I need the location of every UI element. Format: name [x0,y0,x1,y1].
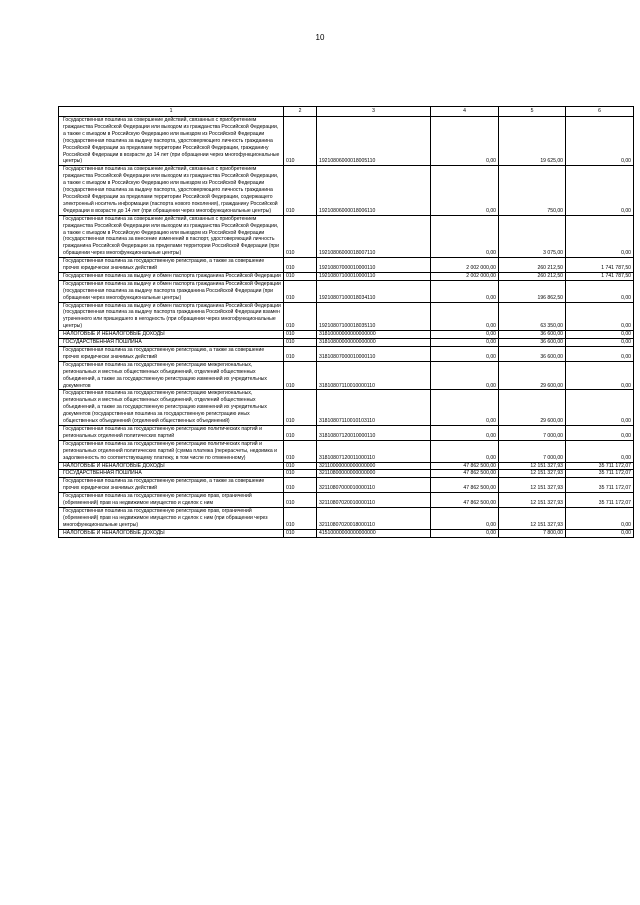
column-header: 2 [284,107,317,117]
row-approved-amount: 0,00 [431,331,499,339]
row-income-code: 32110807020010000110 [317,493,431,508]
table-row [59,390,634,426]
row-line-code: 010 [284,339,317,347]
row-line-code: 010 [284,347,317,362]
row-income-code: 19210806000018007110 [317,215,431,257]
row-unexecuted-amount: 0,00 [566,507,634,529]
row-name: Государственная пошлина за государственную регистрацию межрегиональных, региональных и местных общественных объединений, отделений общественных объединений, а также за государственную регистрацию изменений их учредительных документов (государственная пошлина за государственную регистрацию иных общественных объединений (отделений общественных объединений) [59,390,284,426]
row-executed-amount: 7 800,00 [499,529,566,537]
row-executed-amount: 36 600,00 [499,347,566,362]
row-approved-amount: 47 862 500,00 [431,493,499,508]
table-row [59,166,634,215]
row-approved-amount: 0,00 [431,347,499,362]
row-income-code: 31810000000000000000 [317,331,431,339]
row-line-code: 010 [284,272,317,280]
row-approved-amount: 0,00 [431,280,499,302]
row-name: НАЛОГОВЫЕ И НЕНАЛОГОВЫЕ ДОХОДЫ [59,529,284,537]
row-executed-amount: 260 212,50 [499,258,566,273]
row-unexecuted-amount: 0,00 [566,440,634,462]
row-name: Государственная пошлина за государственную регистрацию прав, ограничений (обременений) прав на недвижимое имущество и сделок с ним [59,493,284,508]
row-executed-amount: 29 600,00 [499,361,566,390]
row-income-code: 31810800000000000000 [317,339,431,347]
row-income-code: 31810807110010103110 [317,390,431,426]
row-line-code: 010 [284,302,317,331]
row-approved-amount: 47 862 500,00 [431,470,499,478]
row-executed-amount: 29 600,00 [499,390,566,426]
row-line-code: 010 [284,470,317,478]
row-income-code: 19210807000010000110 [317,258,431,273]
table-header-row [59,107,634,117]
row-approved-amount: 0,00 [431,507,499,529]
table-row [59,272,634,280]
row-unexecuted-amount: 35 711 172,07 [566,462,634,470]
table-row [59,493,634,508]
row-line-code: 010 [284,361,317,390]
row-name: Государственная пошлина за государственную регистрацию межрегиональных, региональных и местных общественных объединений, отделений общественных объединений, а также за государственную регистрацию изменений их учредительных документов [59,361,284,390]
table-row [59,361,634,390]
row-unexecuted-amount: 35 711 172,07 [566,493,634,508]
row-executed-amount: 19 625,00 [499,117,566,166]
row-income-code: 19210806000018006110 [317,166,431,215]
row-name: ГОСУДАРСТВЕННАЯ ПОШЛИНА [59,470,284,478]
row-executed-amount: 260 212,50 [499,272,566,280]
row-unexecuted-amount: 35 711 172,07 [566,470,634,478]
row-name: Государственная пошлина за совершение действий, связанных с приобретением гражданства Российской Федерации или выходом из гражданства Российской Федерации, а также с въездом в Российскую Федерацию или выездом из Российской Федерации (государственная пошлина за внесение изменений в паспорт, удостоверяющий личность гражданина Российской Федерации за пределами территории Российской Федерации (при обращении через многофункциональные центры) [59,215,284,257]
row-executed-amount: 12 151 327,93 [499,478,566,493]
row-line-code: 010 [284,462,317,470]
page-number: 10 [315,33,325,42]
row-line-code: 010 [284,440,317,462]
row-line-code: 010 [284,529,317,537]
row-unexecuted-amount: 0,00 [566,280,634,302]
row-line-code: 010 [284,166,317,215]
row-executed-amount: 7 000,00 [499,425,566,440]
table-row [59,215,634,257]
row-unexecuted-amount: 0,00 [566,331,634,339]
row-line-code: 010 [284,390,317,426]
row-name: Государственная пошлина за совершение действий, связанных с приобретением гражданства Российской Федерации или выходом из гражданства Российской Федерации, а также с въездом в Российскую Федерацию или выездом из Российской Федерации (государственная пошлина за выдачу паспорта, удостоверяющего личность гражданина Российской Федерации за пределами территории Российской Федерации, гражданину Российской Федерации в возрасте до 14 лет (при обращении через многофункциональные центры) [59,117,284,166]
row-line-code: 010 [284,331,317,339]
row-name: Государственная пошлина за совершение действий, связанных с приобретением гражданства Российской Федерации или выходом из гражданства Российской Федерации, а также с въездом в Российскую Федерацию или выездом из Российской Федерации (государственная пошлина за выдачу паспорта, удостоверяющего личность гражданина Российской Федерации за пределами территории Российской Федерации, содержащего электронный носитель информации (паспорта нового поколения), гражданину Российской Федерации в возрасте до 14 лет (при обращении через многофункциональные центры) [59,166,284,215]
row-name: НАЛОГОВЫЕ И НЕНАЛОГОВЫЕ ДОХОДЫ [59,462,284,470]
row-approved-amount: 0,00 [431,117,499,166]
row-unexecuted-amount: 0,00 [566,390,634,426]
table-row [59,117,634,166]
row-name: Государственная пошлина за государственную регистрацию политических партий и региональных отделений политических партий [59,425,284,440]
row-name: НАЛОГОВЫЕ И НЕНАЛОГОВЫЕ ДОХОДЫ [59,331,284,339]
row-name: Государственная пошлина за выдачу и обмен паспорта гражданина Российской Федерации [59,272,284,280]
row-approved-amount: 0,00 [431,529,499,537]
row-unexecuted-amount: 0,00 [566,166,634,215]
row-name: Государственная пошлина за государственную регистрацию, а также за совершение прочих юридически значимых действий [59,258,284,273]
row-income-code: 19210807100018035110 [317,302,431,331]
table-row [59,529,634,537]
row-executed-amount: 36 600,00 [499,339,566,347]
row-approved-amount: 0,00 [431,361,499,390]
table-row [59,507,634,529]
row-income-code: 32110807000010000110 [317,478,431,493]
row-line-code: 010 [284,117,317,166]
row-approved-amount: 0,00 [431,390,499,426]
row-approved-amount: 0,00 [431,302,499,331]
table-row [59,478,634,493]
row-line-code: 010 [284,258,317,273]
row-name: Государственная пошлина за государственную регистрацию, а также за совершение прочих юридически значимых действий [59,347,284,362]
table-row [59,462,634,470]
column-header: 4 [431,107,499,117]
row-approved-amount: 2 002 000,00 [431,272,499,280]
column-header: 6 [566,107,634,117]
row-income-code: 19210807100018034110 [317,280,431,302]
row-name: Государственная пошлина за государственную регистрацию прав, ограничений (обременений) прав на недвижимое имущество и сделок с ним (при обращении через многофункциональные центры) [59,507,284,529]
row-unexecuted-amount: 0,00 [566,117,634,166]
row-name: ГОСУДАРСТВЕННАЯ ПОШЛИНА [59,339,284,347]
table-row [59,440,634,462]
table-row [59,280,634,302]
table-body [59,117,634,538]
row-approved-amount: 0,00 [431,339,499,347]
row-name: Государственная пошлина за выдачу и обмен паспорта гражданина Российской Федерации (государственная пошлина за выдачу паспорта гражданина Российской Федерации взамен утраченного или пришедшего в негодность (при обращении через многофункциональные центры) [59,302,284,331]
row-line-code: 010 [284,425,317,440]
row-unexecuted-amount: 1 741 787,50 [566,272,634,280]
row-approved-amount: 47 862 500,00 [431,478,499,493]
row-income-code: 31810807120010000110 [317,425,431,440]
table-row [59,347,634,362]
row-unexecuted-amount: 0,00 [566,302,634,331]
row-executed-amount: 36 600,00 [499,331,566,339]
row-line-code: 010 [284,215,317,257]
row-executed-amount: 12 151 327,93 [499,462,566,470]
row-unexecuted-amount: 0,00 [566,425,634,440]
row-executed-amount: 196 862,50 [499,280,566,302]
row-income-code: 32110800000000000000 [317,470,431,478]
row-name: Государственная пошлина за выдачу и обмен паспорта гражданина Российской Федерации (государственная пошлина за выдачу паспорта гражданина Российской Федерации (при обращении через многофункциональные центры) [59,280,284,302]
row-approved-amount: 0,00 [431,425,499,440]
row-executed-amount: 7 000,00 [499,440,566,462]
column-header: 3 [317,107,431,117]
row-unexecuted-amount: 35 711 172,07 [566,478,634,493]
row-approved-amount: 0,00 [431,215,499,257]
row-line-code: 010 [284,493,317,508]
row-income-code: 31810807120011000110 [317,440,431,462]
row-approved-amount: 2 002 000,00 [431,258,499,273]
row-unexecuted-amount: 1 741 787,50 [566,258,634,273]
row-income-code: 32110000000000000000 [317,462,431,470]
row-executed-amount: 12 151 327,93 [499,470,566,478]
table-row [59,470,634,478]
row-executed-amount: 3 075,00 [499,215,566,257]
row-approved-amount: 0,00 [431,440,499,462]
row-income-code: 32110807020018000110 [317,507,431,529]
table-row [59,425,634,440]
row-income-code: 19210807100010000110 [317,272,431,280]
row-income-code: 19210806000018005110 [317,117,431,166]
row-income-code: 41510000000000000000 [317,529,431,537]
row-line-code: 010 [284,507,317,529]
row-executed-amount: 12 151 327,93 [499,493,566,508]
column-header: 5 [499,107,566,117]
row-approved-amount: 47 862 500,00 [431,462,499,470]
row-executed-amount: 12 151 327,93 [499,507,566,529]
revenue-table [58,106,634,538]
table-row [59,339,634,347]
row-income-code: 31810807000010000110 [317,347,431,362]
column-header: 1 [59,107,284,117]
row-line-code: 010 [284,280,317,302]
row-approved-amount: 0,00 [431,166,499,215]
row-name: Государственная пошлина за государственную регистрацию, а также за совершение прочих юридически значимых действий [59,478,284,493]
row-name: Государственная пошлина за государственную регистрацию политических партий и региональных отделений политических партий (сумма платежа (перерасчеты, недоимка и задолженность по соответствующему платежу, в том числе по отмененному) [59,440,284,462]
row-income-code: 31810807110010000110 [317,361,431,390]
row-unexecuted-amount: 0,00 [566,215,634,257]
table-row [59,331,634,339]
row-unexecuted-amount: 0,00 [566,529,634,537]
row-unexecuted-amount: 0,00 [566,347,634,362]
row-unexecuted-amount: 0,00 [566,361,634,390]
row-unexecuted-amount: 0,00 [566,339,634,347]
row-executed-amount: 750,00 [499,166,566,215]
row-executed-amount: 63 350,00 [499,302,566,331]
row-line-code: 010 [284,478,317,493]
table-row [59,258,634,273]
table-row [59,302,634,331]
